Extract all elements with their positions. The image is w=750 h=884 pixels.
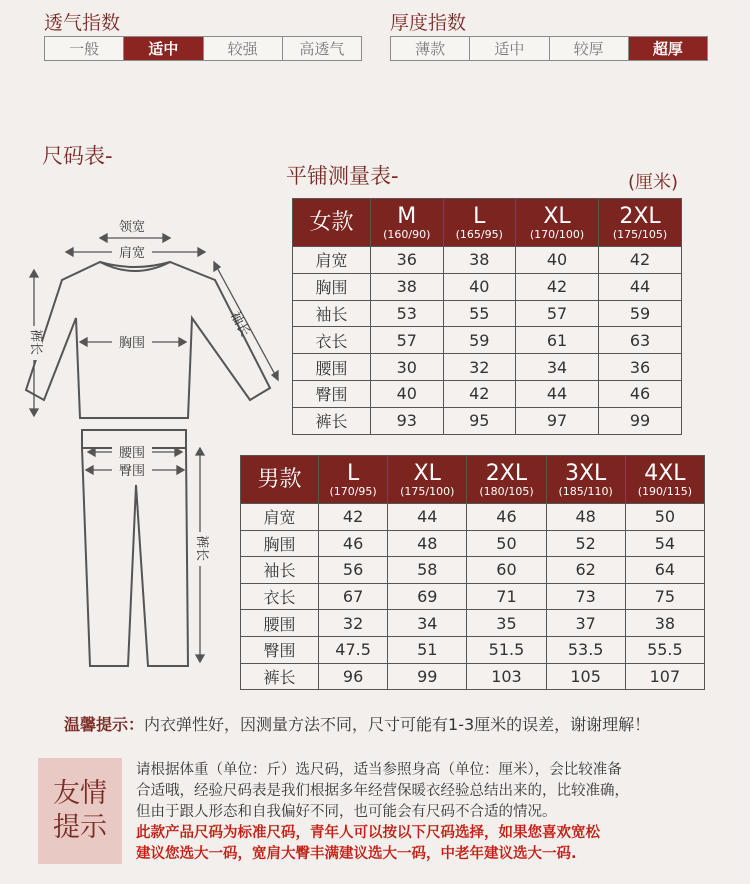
- diagram-label-waist: 腰围: [118, 446, 146, 461]
- row-label: 裤长: [241, 663, 319, 690]
- men-size-header: [319, 456, 388, 504]
- table-row: [293, 380, 682, 407]
- tip-red-line-1: 此款产品尺码为标准尺码，青年人可以按以下尺码选择，如果您喜欢宽松: [136, 825, 600, 841]
- table-cell: 30: [371, 354, 444, 381]
- size-spec: (185/110): [558, 484, 613, 498]
- size-name: 2XL: [619, 203, 661, 229]
- row-label: 臀围: [293, 380, 371, 407]
- table-row: [293, 354, 682, 381]
- table-cell: 51: [388, 636, 467, 663]
- diagram-label-hip: 臀围: [118, 464, 146, 479]
- women-size-header: [371, 199, 444, 247]
- diagram-label-pants-left: 裤长: [28, 328, 43, 356]
- tip-line-1: 请根据体重（单位：斤）选尺码，适当参照身高（单位：厘米），会比较准备: [136, 762, 622, 778]
- breathability-scale: [44, 36, 362, 61]
- table-cell: 42: [598, 247, 681, 274]
- table-cell: 96: [319, 663, 388, 690]
- table-cell: 67: [319, 583, 388, 610]
- table-row: [293, 300, 682, 327]
- table-cell: 34: [516, 354, 599, 381]
- table-cell: 99: [388, 663, 467, 690]
- women-header-label: 女款: [293, 199, 371, 247]
- women-size-header: [516, 199, 599, 247]
- size-name: XL: [413, 460, 441, 486]
- table-cell: 103: [467, 663, 546, 690]
- breathability-option: 高透气: [299, 40, 345, 58]
- table-cell: 105: [546, 663, 625, 690]
- thickness-option: 较厚: [550, 37, 629, 60]
- row-label: 腰围: [241, 610, 319, 637]
- flat-measure-title: 平铺测量表-: [286, 164, 399, 188]
- size-name: 2XL: [485, 460, 528, 486]
- size-spec: (160/90): [383, 227, 431, 241]
- table-cell: 60: [467, 557, 546, 584]
- table-row: [241, 663, 705, 690]
- table-cell: 35: [467, 610, 546, 637]
- table-cell: 32: [443, 354, 516, 381]
- thickness-option: 适中: [470, 37, 549, 60]
- table-cell: 50: [625, 504, 704, 531]
- table-cell: 36: [598, 354, 681, 381]
- table-row: [241, 530, 705, 557]
- row-label: 袖长: [293, 300, 371, 327]
- table-cell: 42: [443, 380, 516, 407]
- table-cell: 44: [388, 504, 467, 531]
- thickness-scale: [390, 36, 708, 61]
- table-cell: 40: [516, 247, 599, 274]
- row-label: 腰围: [293, 354, 371, 381]
- table-cell: 48: [388, 530, 467, 557]
- unit-label: (厘米): [628, 172, 679, 193]
- table-cell: 59: [443, 327, 516, 354]
- size-name: L: [473, 203, 486, 229]
- table-cell: 40: [443, 273, 516, 300]
- diagram-label-pants-right: 裤长: [194, 534, 209, 562]
- size-name: M: [397, 203, 417, 229]
- size-name: 4XL: [644, 460, 686, 486]
- table-cell: 69: [388, 583, 467, 610]
- row-label: 肩宽: [241, 504, 319, 531]
- tip-box-line1: 友情: [53, 778, 107, 810]
- men-size-header: [625, 456, 704, 504]
- row-label: 袖长: [241, 557, 319, 584]
- men-size-header: [388, 456, 467, 504]
- tip-line-2: 合适哦，经验尺码表是我们根据多年经营保暖衣经验总结出来的，比较准确，: [136, 783, 629, 799]
- table-cell: 42: [319, 504, 388, 531]
- warm-note: [64, 712, 650, 735]
- breathability-option: 适中: [124, 37, 203, 60]
- warm-note-label: 温馨提示：: [64, 715, 145, 734]
- table-cell: 50: [467, 530, 546, 557]
- size-name: 3XL: [564, 460, 607, 486]
- table-cell: 42: [516, 273, 599, 300]
- size-chart-title: 尺码表-: [42, 144, 113, 168]
- tip-text: [136, 760, 706, 865]
- table-cell: 34: [388, 610, 467, 637]
- size-spec: (175/105): [612, 227, 668, 241]
- table-row: [241, 583, 705, 610]
- table-cell: 40: [371, 380, 444, 407]
- diagram-label-collar: 领宽: [118, 220, 146, 235]
- row-label: 胸围: [293, 273, 371, 300]
- table-cell: 36: [371, 247, 444, 274]
- row-label: 衣长: [293, 327, 371, 354]
- table-cell: 46: [467, 504, 546, 531]
- size-spec: (165/95): [455, 227, 503, 241]
- diagram-label-chest: 胸围: [118, 336, 146, 351]
- size-name: L: [346, 460, 360, 486]
- table-cell: 47.5: [319, 636, 388, 663]
- tip-line-3: 但由于跟人形态和自我偏好不同，也可能会有尺码不合适的情况。: [136, 804, 557, 820]
- table-cell: 95: [443, 407, 516, 434]
- table-cell: 93: [371, 407, 444, 434]
- table-cell: 55.5: [625, 636, 704, 663]
- table-cell: 73: [546, 583, 625, 610]
- table-cell: 99: [598, 407, 681, 434]
- size-spec: (180/105): [479, 484, 534, 498]
- table-cell: 38: [443, 247, 516, 274]
- women-size-header: [443, 199, 516, 247]
- table-cell: 55: [443, 300, 516, 327]
- diagram-label-shoulder: 肩宽: [118, 246, 146, 261]
- size-spec: (190/115): [637, 484, 693, 498]
- table-cell: 51.5: [467, 636, 546, 663]
- thickness-option: 超厚: [629, 37, 707, 60]
- size-name: XL: [543, 203, 571, 229]
- tip-box: [38, 758, 122, 864]
- table-cell: 53: [371, 300, 444, 327]
- women-size-table: [292, 198, 682, 435]
- table-cell: 62: [546, 557, 625, 584]
- table-cell: 38: [371, 273, 444, 300]
- table-row: [293, 247, 682, 274]
- men-size-header: [467, 456, 546, 504]
- breathability-option: 一般: [45, 37, 124, 60]
- table-cell: 32: [319, 610, 388, 637]
- table-row: [241, 636, 705, 663]
- table-cell: 63: [598, 327, 681, 354]
- size-spec: (170/95): [329, 484, 377, 498]
- warm-note-text: 内衣弹性好，因测量方法不同，尺寸可能有1-3厘米的误差，谢谢理解！: [144, 715, 651, 734]
- table-cell: 64: [625, 557, 704, 584]
- table-row: [241, 504, 705, 531]
- table-row: [241, 610, 705, 637]
- table-cell: 53.5: [546, 636, 625, 663]
- tip-box-line2: 提示: [53, 812, 107, 843]
- row-label: 衣长: [241, 583, 319, 610]
- table-row: [241, 557, 705, 584]
- table-row: [293, 273, 682, 300]
- table-cell: 57: [516, 300, 599, 327]
- men-size-header: [546, 456, 625, 504]
- size-spec: (175/100): [400, 484, 455, 498]
- table-cell: 44: [598, 273, 681, 300]
- thickness-option: 薄款: [391, 37, 470, 60]
- table-cell: 75: [625, 583, 704, 610]
- table-cell: 58: [388, 557, 467, 584]
- tip-red-line-2: 建议您选大一码，宽肩大臀丰满建议选大一码，中老年建议选大一码.: [136, 846, 577, 862]
- table-cell: 97: [516, 407, 599, 434]
- row-label: 肩宽: [293, 247, 371, 274]
- table-cell: 54: [625, 530, 704, 557]
- table-row: [293, 407, 682, 434]
- table-cell: 59: [598, 300, 681, 327]
- table-cell: 57: [371, 327, 444, 354]
- table-cell: 71: [467, 583, 546, 610]
- table-cell: 37: [546, 610, 625, 637]
- thickness-title: 厚度指数: [390, 12, 467, 34]
- table-cell: 61: [516, 327, 599, 354]
- women-size-header: [598, 199, 681, 247]
- men-header-label: 男款: [241, 456, 319, 504]
- table-cell: 56: [319, 557, 388, 584]
- table-cell: 107: [625, 663, 704, 690]
- row-label: 臀围: [241, 636, 319, 663]
- breathability-title: 透气指数: [44, 12, 121, 34]
- table-cell: 48: [546, 504, 625, 531]
- diagram-label-sleeve: 袖长: [226, 309, 253, 340]
- row-label: 胸围: [241, 530, 319, 557]
- table-cell: 52: [546, 530, 625, 557]
- breathability-option: 较强: [204, 37, 283, 60]
- table-cell: 44: [516, 380, 599, 407]
- row-label: 裤长: [293, 407, 371, 434]
- size-spec: (170/100): [529, 227, 585, 241]
- table-cell: 38: [625, 610, 704, 637]
- men-size-table: [240, 455, 705, 690]
- table-row: [293, 327, 682, 354]
- table-cell: 46: [598, 380, 681, 407]
- table-cell: 46: [319, 530, 388, 557]
